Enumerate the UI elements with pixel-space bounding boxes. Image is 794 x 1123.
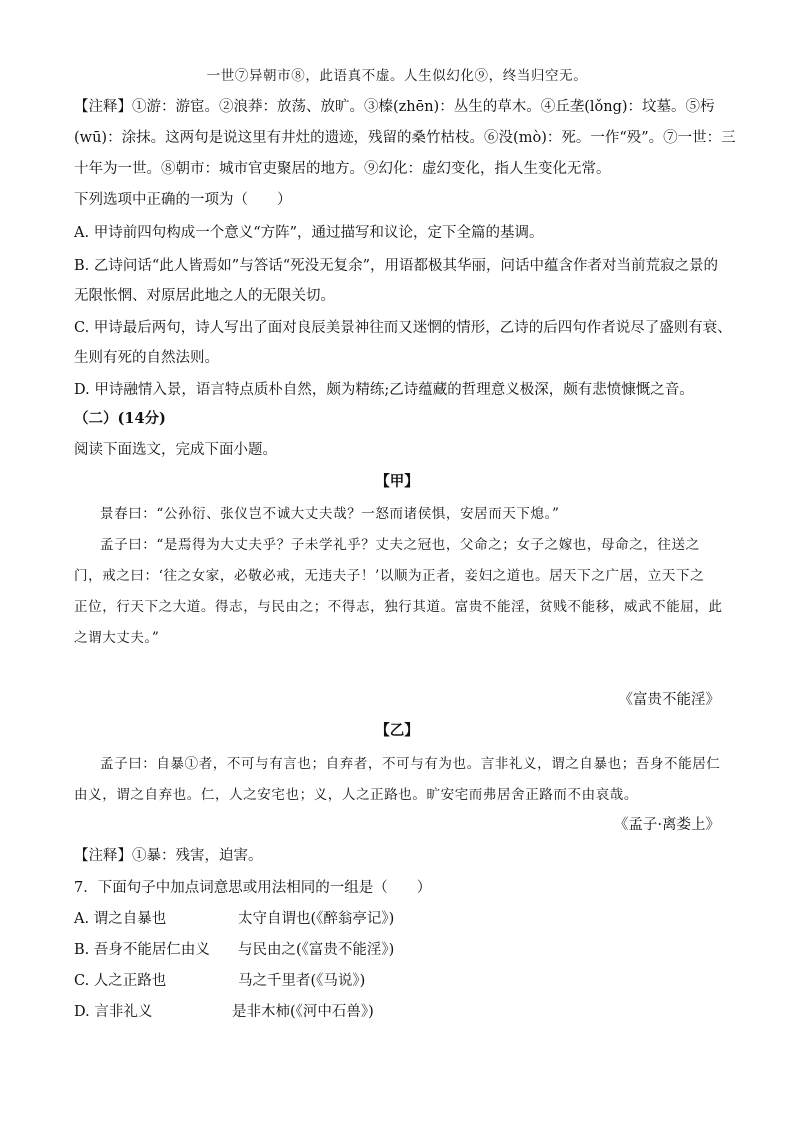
passage-yi-source: 《孟子·离娄上》 (613, 817, 720, 833)
option-a: A. 甲诗前四句构成一个意义“方阵”，通过描写和议论，定下全篇的基调。 (74, 225, 544, 241)
q7-option-d-left: D. 言非礼义 (74, 1004, 153, 1020)
annotation-2: 【注释】①暴：残害，迫害。 (74, 848, 263, 864)
passage-jia-source: 《富贵不能淫》 (618, 692, 720, 708)
passage-yi-title: 【乙】 (375, 722, 419, 739)
passage-jia-para-2-line-4: 之谓大丈夫。” (74, 630, 160, 646)
annotation-line-1: 【注释】①游：游宦。②浪莽：放荡、放旷。③榛(zhēn)：丛生的草木。④丘垄(lǒng)：坟墓。⑤杇 (74, 99, 715, 115)
option-d: D. 甲诗融情入景，语言特点质朴自然，颇为精练;乙诗蕴藏的哲理意义极深，颇有悲愤慷慨之音。 (74, 382, 694, 398)
question-6-stem: 下列选项中正确的一项为（ ） (74, 192, 292, 208)
annotation-line-2: (wū)：涂抹。这两句是说这里有井灶的遗迹，残留的桑竹枯枝。⑥没(mò)：死。一作“殁”。⑦一世：三 (74, 130, 736, 146)
passage-yi-line-1: 孟子曰：自暴①者，不可与有言也；自弃者，不可与有为也。言非礼义，谓之自暴也；吾身不能居仁 (100, 756, 721, 772)
q7-option-d (74, 1002, 374, 1022)
poem-last-line: 一世⑦异朝市⑧，此语真不虚。人生似幻化⑨，终当归空无。 (206, 68, 588, 84)
passage-yi-line-2: 由义，谓之自弃也。仁，人之安宅也；义，人之正路也。旷安宅而弗居舍正路而不由哀哉。 (74, 787, 638, 803)
option-c-line-1: C. 甲诗最后两句，诗人写出了面对良辰美景神往而又迷惘的情形，乙诗的后四句作者说尽了盛则有衰、 (74, 320, 732, 336)
q7-option-c-right: 马之千里者(《马说》) (238, 973, 366, 989)
section-heading: （二）(14分) (74, 410, 166, 427)
passage-jia-para-2-line-3: 正位，行天下之大道。得志，与民由之；不得志，独行其道。富贵不能淫，贫贱不能移，威武不能屈，此 (74, 599, 723, 615)
q7-option-c (74, 971, 366, 991)
q7-option-b-right: 与民由之(《富贵不能淫》) (238, 942, 395, 958)
q7-option-c-left: C. 人之正路也 (74, 973, 167, 989)
passage-jia-para-2-line-2: 门，戒之曰：‘往之女家，必敬必戒，无违夫子！’以顺为正者，妾妇之道也。居天下之广居，立天下之 (74, 568, 705, 584)
q7-option-a-right: 太守自谓也(《醉翁亭记》) (238, 911, 395, 927)
passage-jia-title: 【甲】 (375, 473, 419, 490)
q7-option-a-left: A. 谓之自暴也 (74, 911, 167, 927)
option-c-line-2: 生则有死的自然法则。 (74, 350, 219, 366)
section-intro: 阅读下面选文，完成下面小题。 (74, 442, 277, 458)
passage-jia-para-1: 景春曰：“公孙衍、张仪岂不诚大丈夫哉？一怒而诸侯惧，安居而天下熄。” (100, 506, 560, 522)
q7-option-b-left: B. 吾身不能居仁由义 (74, 942, 210, 958)
option-b-line-2: 无限怅惘、对原居此地之人的无限关切。 (74, 288, 335, 304)
option-b-line-1: B. 乙诗问话“此人皆焉如”与答话“死没无复余”，用语都极其华丽，问话中蕴含作者对当前荒寂之景的 (74, 258, 719, 274)
q7-option-d-right: 是非木柿(《河中石兽》) (232, 1004, 374, 1020)
annotation-line-3: 十年为一世。⑧朝市：城市官吏聚居的地方。⑨幻化：虚幻变化，指人生变化无常。 (74, 161, 611, 177)
q7-option-b (74, 940, 395, 960)
q7-option-a (74, 909, 395, 929)
question-7-stem: 7．下面句子中加点词意思或用法相同的一组是（ ） (74, 880, 432, 896)
passage-jia-para-2-line-1: 孟子曰：“是焉得为大丈夫乎？子未学礼乎？丈夫之冠也，父命之；女子之嫁也，母命之，往送之 (100, 537, 700, 553)
